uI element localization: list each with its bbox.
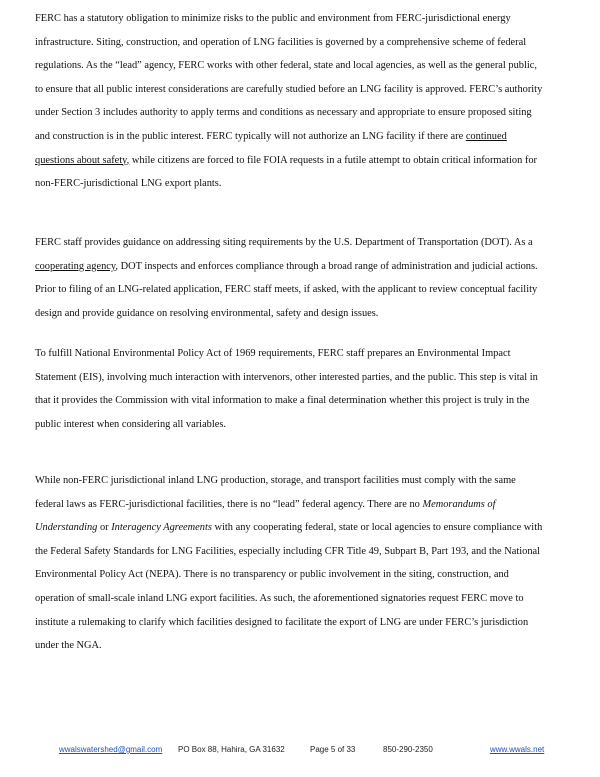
text-line [35,516,568,540]
text-line [35,255,568,279]
text-line: design and provide guidance on resolving environmental, safety and design issues. [35,307,379,319]
footer-address: PO Box 88, Hahira, GA 31632 [178,745,285,754]
text-line [35,125,568,149]
text-line: To fulfill National Environmental Policy Act of 1969 requirements, FERC staff prepares an Environmental Impact [35,348,511,359]
page-footer [0,743,600,759]
continued-questions-link[interactable]: continued [465,130,507,142]
footer-phone: 850-290-2350 [383,745,433,754]
text-line: operation of small-scale inland LNG export facilities. As such, the aforementioned signatories request FERC move to [35,592,524,604]
text-segment: , DOT inspects and enforces compliance through a broad range of administration and judicial actions. [115,260,538,272]
text-line: FERC staff provides guidance on addressing siting requirements by the U.S. Department of Transportation (DOT). As a [35,237,533,248]
text-segment: while citizens are forced to file FOIA requests in a futile attempt to obtain critical information for [129,154,537,166]
questions-about-safety-link[interactable]: questions about safety, [35,154,130,166]
paragraph-ferc-staff-guidance [35,231,568,325]
text-segment: or [97,522,112,534]
paragraph-nepa-eis [35,342,568,436]
text-line [35,149,568,173]
text-segment: with any cooperating federal, state or local agencies to ensure compliance with [211,522,543,534]
text-line: under the NGA. [35,640,102,652]
text-line: infrastructure. Siting, construction, and operation of LNG facilities is governed by a comprehensive scheme of federal [35,36,527,48]
text-line: to ensure that all public interest considerations are carefully studied before an LNG facility is approved. FERC’s authority [35,83,543,95]
cooperating-agency-link[interactable]: cooperating agency [35,260,116,272]
text-line: institute a rulemaking to clarify which facilities designed to facilitate the export of LNG are under FERC’s jurisdiction [35,616,529,628]
footer-email-link[interactable]: wwalswatershed@gmail.com [59,745,163,754]
text-line: under Section 3 includes authority to apply terms and conditions as necessary and appropriate to ensure proposed siting [35,107,532,119]
italic-text: Memorandums of [422,498,496,510]
text-line: While non-FERC jurisdictional inland LNG production, storage, and transport facilities must comply with the same [35,475,516,486]
italic-text: Interagency Agreements [111,522,212,534]
text-segment: and construction is in the public interest. FERC typically will not authorize an LNG facility if there are [35,130,466,142]
text-line: Prior to filing of an LNG-related application, FERC staff meets, if asked, with the applicant to review conceptual facility [35,284,538,296]
text-line: regulations. As the “lead” agency, FERC works with other federal, state and local agencies, as well as the general public, [35,60,537,72]
text-line: Environmental Policy Act (NEPA). There is no transparency or public involvement in the siting, construction, and [35,569,509,581]
text-line: non-FERC-jurisdictional LNG export plants. [35,178,222,190]
text-line: the Federal Safety Standards for LNG Facilities, especially including CFR Title 49, Subpart B, Part 193, and the National [35,545,541,557]
text-segment: federal laws as FERC-jurisdictional facilities, there is no “lead” federal agency. There are no [35,498,423,510]
italic-text: Understanding [35,522,98,534]
text-line: public interest when considering all variables. [35,418,227,430]
text-line: FERC has a statutory obligation to minimize risks to the public and environment from FERC-jurisdictional energy [35,13,511,24]
footer-website-link[interactable]: www.wwals.net [490,745,545,754]
footer-page-number: Page 5 of 33 [310,745,356,754]
text-line: that it provides the Commission with vital information to make a final determination whether this project is truly in the [35,395,530,407]
text-line [35,493,568,517]
text-line: Statement (EIS), involving much interaction with intervenors, other interested parties, and the public. This step is vital in [35,371,538,383]
paragraph-non-ferc-facilities [35,469,568,658]
paragraph-ferc-obligation [35,7,568,196]
